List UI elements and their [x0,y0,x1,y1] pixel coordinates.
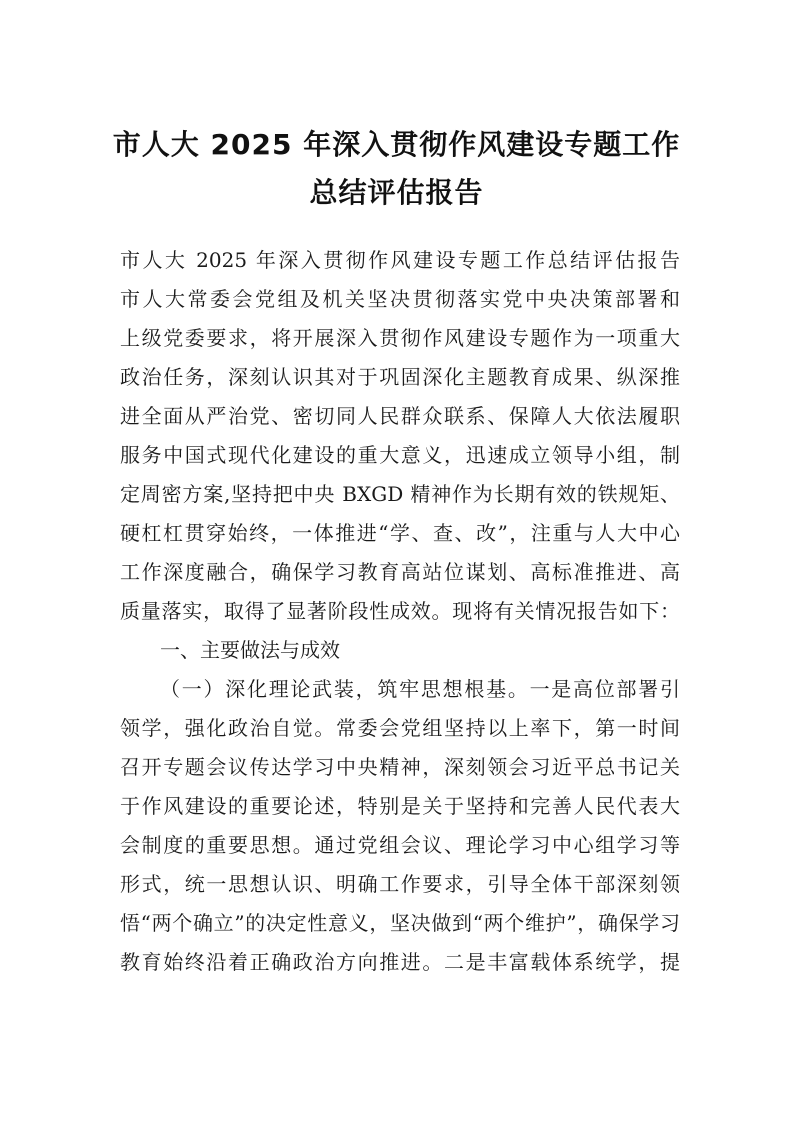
paragraph-line: 定周密方案,坚持把中央 BXGD 精神作为长期有效的铁规矩、 [120,482,680,506]
paragraph-line: 硬杠杠贯穿始终，一体推进“学、查、改”，注重与人大中心 [120,521,680,545]
paragraph-line: 市人大常委会党组及机关坚决贯彻落实党中央决策部署和 [120,287,680,311]
document-title-line-1: 市人大 2025 年深入贯彻作风建设专题工作 [112,128,681,161]
paragraph-line: 进全面从严治党、密切同人民群众联系、保障人大依法履职 [120,404,680,428]
paragraph-line: （一）深化理论武装，筑牢思想根基。一是高位部署引 [160,677,680,701]
paragraph-line: 悟“两个确立”的决定性意义，坚决做到“两个维护”，确保学习 [120,911,680,935]
paragraph-line: 服务中国式现代化建设的重大意义，迅速成立领导小组，制 [120,443,680,467]
paragraph-line: 形式，统一思想认识、明确工作要求，引导全体干部深刻领 [120,872,680,896]
paragraph-line: 召开专题会议传达学习中央精神，深刻领会习近平总书记关 [120,755,680,779]
paragraph-line: 领学，强化政治自觉。常委会党组坚持以上率下，第一时间 [120,716,680,740]
paragraph-line: 质量落实，取得了显著阶段性成效。现将有关情况报告如下： [120,599,680,623]
document-title-line-2: 总结评估报告 [309,176,484,209]
paragraph-line: 会制度的重要思想。通过党组会议、理论学习中心组学习等 [120,833,680,857]
paragraph-line: 上级党委要求，将开展深入贯彻作风建设专题作为一项重大 [120,326,680,350]
paragraph-line: 教育始终沿着正确政治方向推进。二是丰富载体系统学，提 [120,950,680,974]
paragraph-line: 工作深度融合，确保学习教育高站位谋划、高标准推进、高 [120,560,680,584]
paragraph-line: 于作风建设的重要论述，特别是关于坚持和完善人民代表大 [120,794,680,818]
paragraph-line: 市人大 2025 年深入贯彻作风建设专题工作总结评估报告 [120,248,680,272]
section-heading: 一、主要做法与成效 [160,638,340,662]
paragraph-line: 政治任务，深刻认识其对于巩固深化主题教育成果、纵深推 [120,365,680,389]
